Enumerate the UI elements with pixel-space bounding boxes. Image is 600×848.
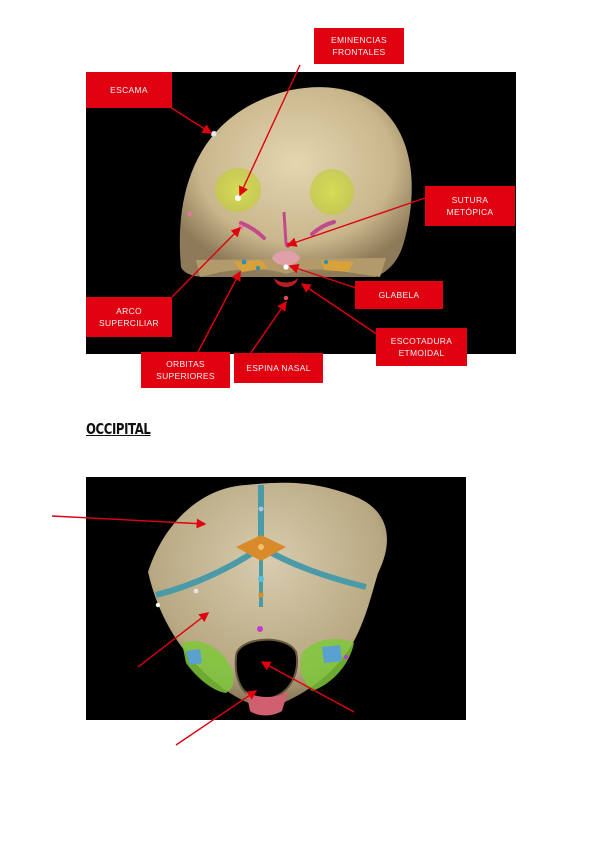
arrow-foramen-magnum <box>262 662 354 712</box>
label-sutura-metopica: SUTURA METÓPICA <box>425 186 515 226</box>
label-orbitas-superiores: ORBITAS SUPERIORES <box>141 352 230 388</box>
label-espina-nasal: ESPINA NASAL <box>234 353 323 383</box>
arrow-occipital-fossa <box>138 613 208 667</box>
label-glabela: GLABELA <box>355 281 443 309</box>
label-eminencias-frontales: EMINENCIAS FRONTALES <box>314 28 404 64</box>
occipital-heading: OCCIPITAL <box>86 420 151 438</box>
label-escotadura-etmoidal: ESCOTADURA ETMOIDAL <box>376 328 467 366</box>
label-arco-superciliar: ARCO SUPERCILIAR <box>86 297 172 337</box>
arrow-basilar <box>176 691 256 745</box>
arrow-occipital-squama <box>52 516 205 524</box>
label-escama: ESCAMA <box>86 72 172 108</box>
